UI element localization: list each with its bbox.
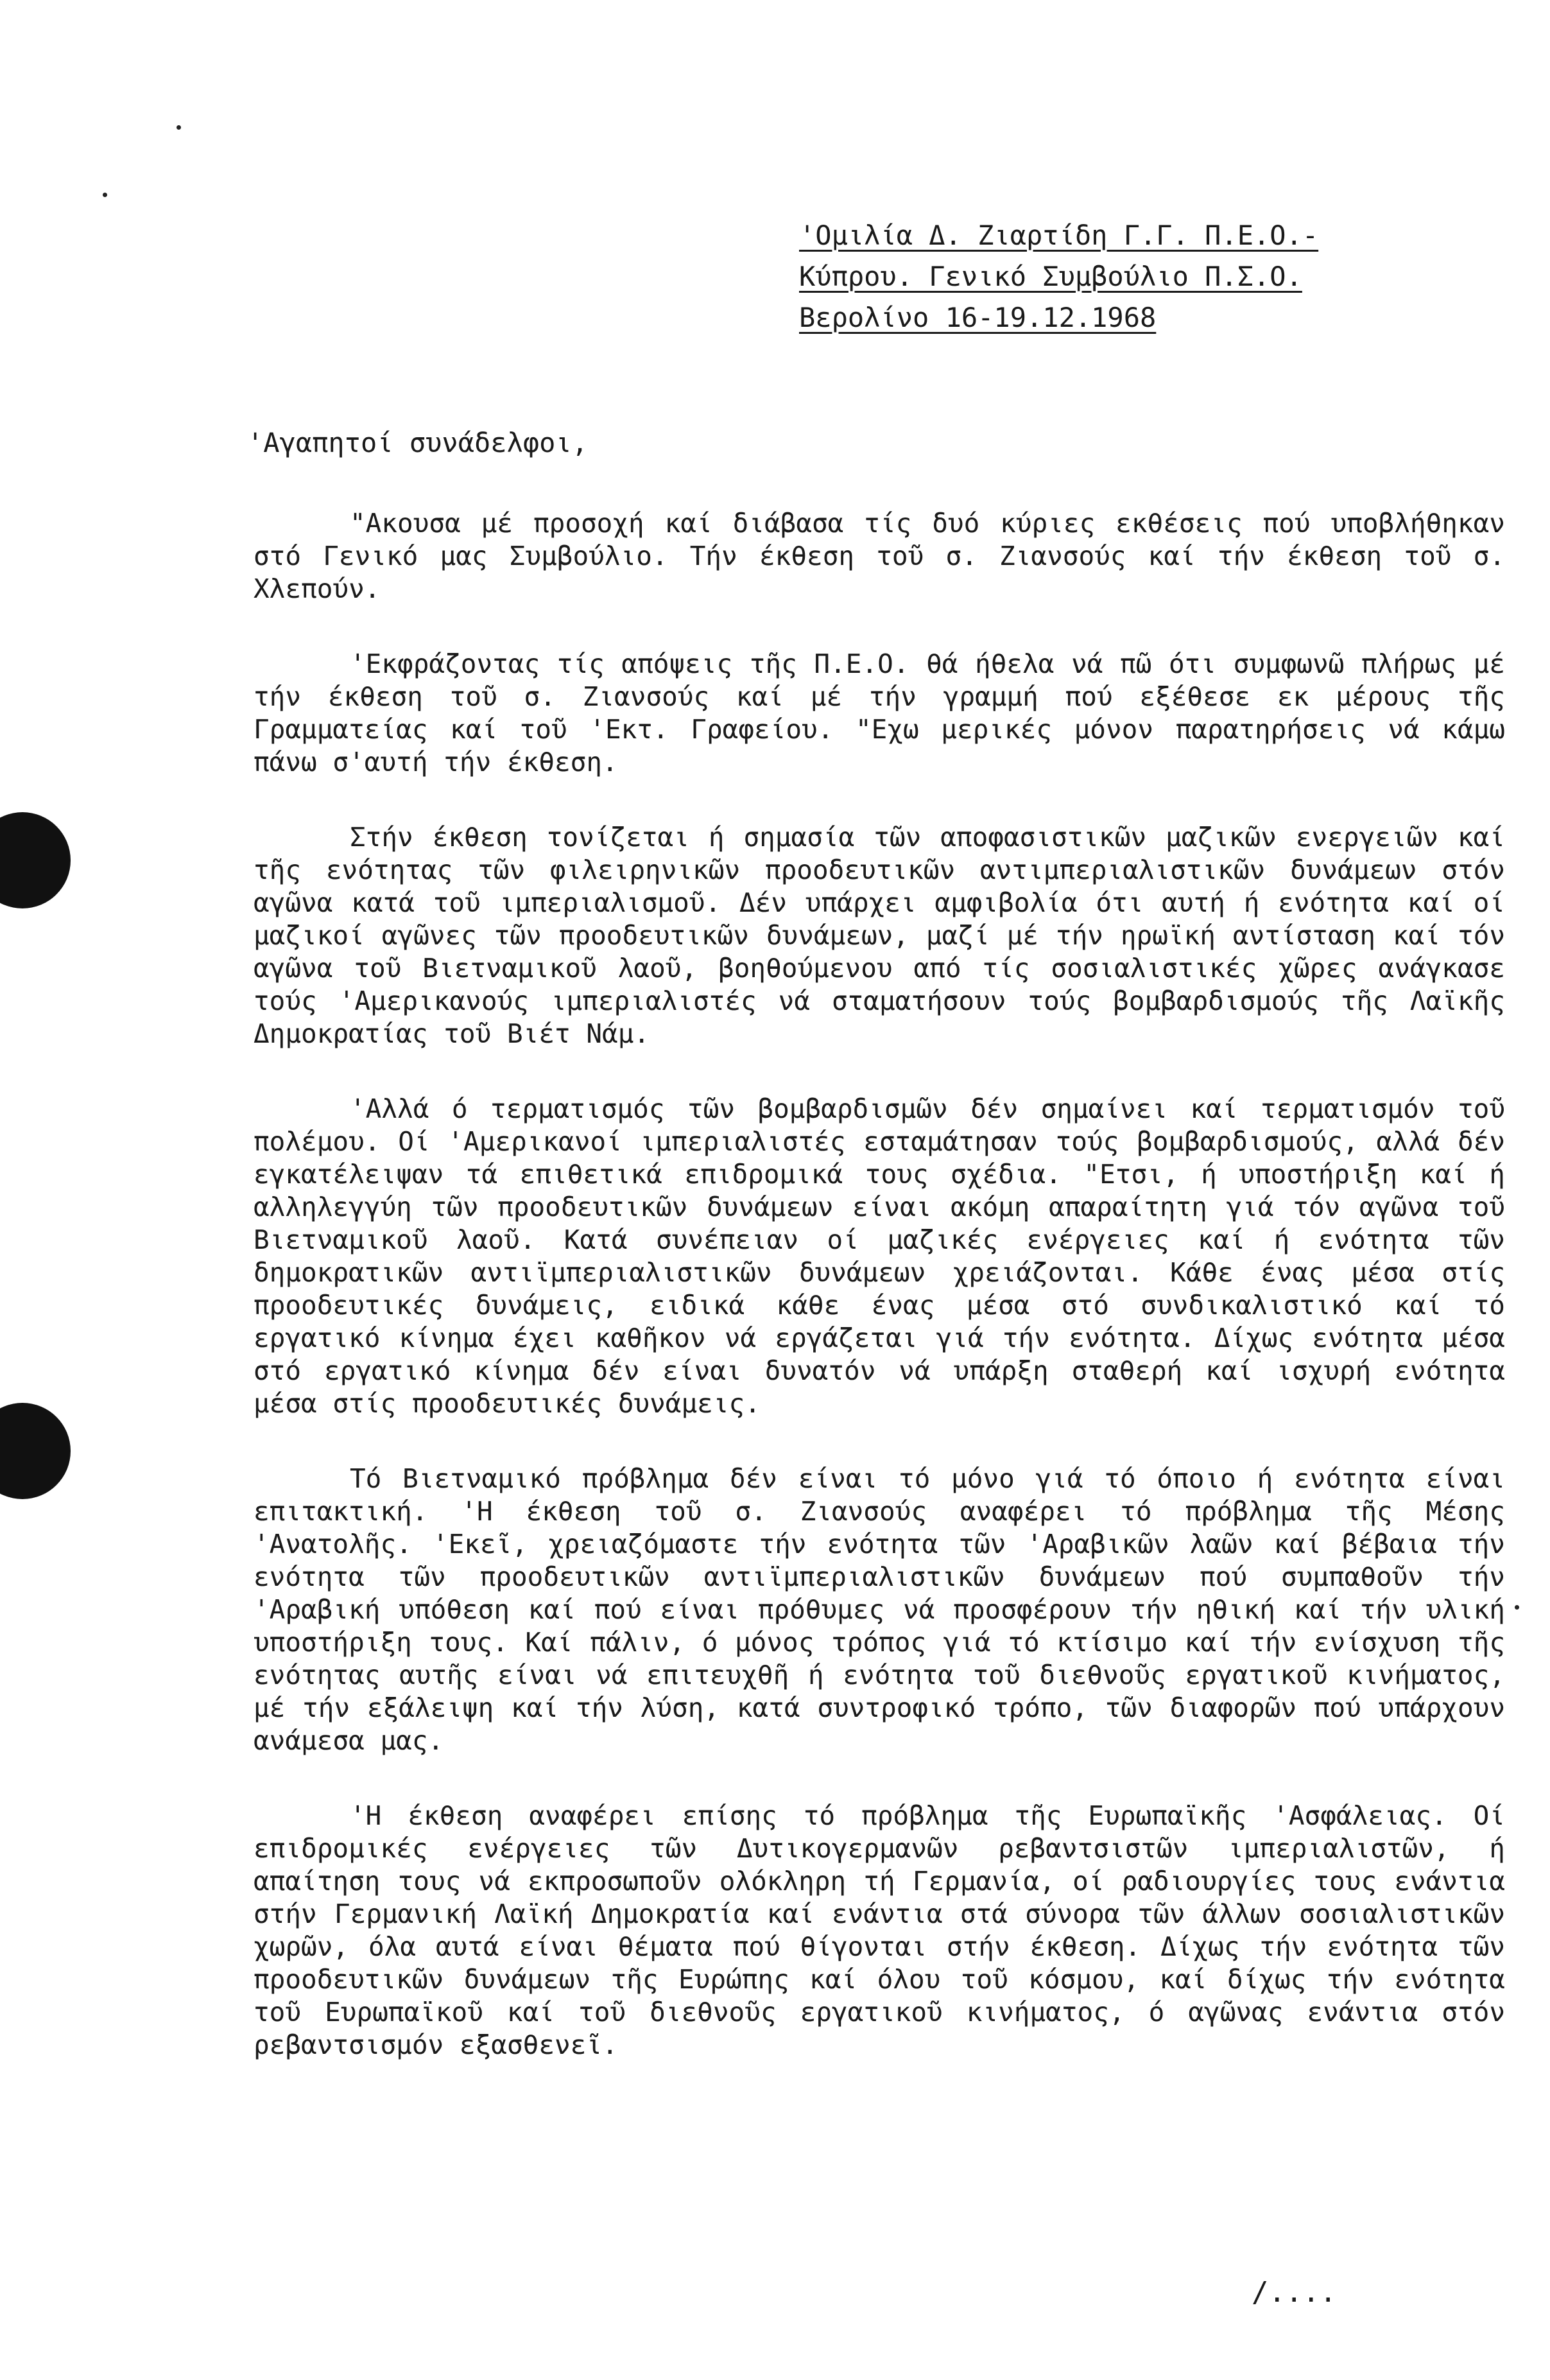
- punch-hole: [0, 1403, 71, 1499]
- paragraph: "Ακουσα μέ προσοχή καί διάβασα τίς δυό κύριες εκθέσεις πού υποβλήθηκαν στό Γενικό μας Συμβούλιο. Τήν έκθεση τοῦ σ. Ζιανσούς καί τήν έκθεση τοῦ σ. Χλεπούν.: [254, 508, 1505, 604]
- heading-line: Κύπρου. Γενικό Συμβούλιο Π.Σ.Ο.: [799, 261, 1302, 292]
- paragraph: Τό Βιετναμικό πρόβλημα δέν είναι τό μόνο γιά τό όποιο ή ενότητα είναι επιτακτική. 'Η έκθεση τοῦ σ. Ζιανσούς αναφέρει τό πρόβλημα τῆς Μέσης 'Ανατολῆς. 'Εκεῖ, χρειαζόμαστε τήν ενότητα τῶν 'Αραβικῶν λαῶν καί βέβαια τήν ενότητα τῶν προοδευτικῶν αντιϊμπεριαλιστικῶν δυνάμεων πού συμπαθοῦν τήν 'Αραβική υπόθεση καί πού είναι πρόθυμες νά προσφέρουν τήν ηθική καί τήν υλική υποστήριξη τους. Καί πάλιν, ό μόνος τρόπος γιά τό κτίσιμο καί τήν ενίσχυση τῆς ενότητας αυτῆς είναι νά επιτευχθῆ ή ενότητα τοῦ διεθνοῦς εργατικοῦ κινήματος, μέ τήν εξάλειψη καί τήν λύση, κατά συντροφικό τρόπο, τῶν διαφορῶν πού υπάρχουν ανάμεσα μας.: [254, 1463, 1505, 1756]
- heading-line: Βερολίνο 16-19.12.1968: [799, 302, 1157, 333]
- paragraph: Στήν έκθεση τονίζεται ή σημασία τῶν αποφασιστικῶν μαζικῶν ενεργειῶν καί τῆς ενότητας τῶν φιλειρηνικῶν προοδευτικῶν αντιμπεριαλιστικῶν δυνάμεων στόν αγῶνα κατά τοῦ ιμπεριαλισμοῦ. Δέν υπάρχει αμφιβολία ότι αυτή ή ενότητα καί οί μαζικοί αγῶνες τῶν προοδευτικῶν δυνάμεων, μαζί μέ τήν ηρωϊκή αντίσταση καί τόν αγῶνα τοῦ Βιετναμικοῦ λαοῦ, βοηθούμενου από τίς σοσιαλιστικές χῶρες ανάγκασε τούς 'Αμερικανούς ιμπεριαλιστές νά σταματήσουν τούς βομβαρδισμούς τῆς Λαϊκῆς Δημοκρατίας τοῦ Βιέτ Νάμ.: [254, 822, 1505, 1049]
- ink-speck: [103, 193, 107, 197]
- document-body: [254, 507, 1505, 2104]
- paragraph: 'Αλλά ό τερματισμός τῶν βομβαρδισμῶν δέν σημαίνει καί τερματισμόν τοῦ πολέμου. Οί 'Αμερικανοί ιμπεριαλιστές εσταμάτησαν τούς βομβαρδισμούς, αλλά δέν εγκατέλειψαν τά επιθετικά επιδρομικά τους σχέδια. "Ετσι, ή υποστήριξη καί ή αλληλεγγύη τῶν προοδευτικῶν δυνάμεων είναι ακόμη απαραίτητη γιά τόν αγῶνα τοῦ Βιετναμικοῦ λαοῦ. Κατά συνέπειαν οί μαζικές ενέργειες καί ή ενότητα τῶν δημοκρατικῶν αντιϊμπεριαλιστικῶν δυνάμεων χρειάζονται. Κάθε ένας μέσα στίς προοδευτικές δυνάμεις, ειδικά κάθε ένας μέσα στό συνδικαλιστικό καί τό εργατικό κίνημα έχει καθῆκον νά εργάζεται γιά τήν ενότητα. Δίχως ενότητα μέσα στό εργατικό κίνημα δέν είναι δυνατόν νά υπάρξη σταθερή καί ισχυρή ενότητα μέσα στίς προοδευτικές δυνάμεις.: [254, 1093, 1505, 1419]
- paragraph: 'Η έκθεση αναφέρει επίσης τό πρόβλημα τῆς Ευρωπαϊκῆς 'Ασφάλειας. Οί επιδρομικές ενέργειες τῶν Δυτικογερμανῶν ρεβαντσιστῶν ιμπεριαλιστῶν, ή απαίτηση τους νά εκπροσωποῦν ολόκληρη τή Γερμανία, οί ραδιουργίες τους ενάντια στήν Γερμανική Λαϊκή Δημοκρατία καί ενάντια στά σύνορα τῶν άλλων σοσιαλιστικῶν χωρῶν, όλα αυτά είναι θέματα πού θίγονται στήν έκθεση. Δίχως τήν ενότητα τῶν προοδευτικῶν δυνάμεων τῆς Ευρώπης καί όλου τοῦ κόσμου, καί δίχως τήν ενότητα τοῦ Ευρωπαϊκοῦ καί τοῦ διεθνοῦς εργατικοῦ κινήματος, ό αγῶνας ενάντια στόν ρεβαντσισμόν εξασθενεῖ.: [254, 1800, 1505, 2060]
- punch-hole: [0, 812, 71, 908]
- ink-speck: [177, 125, 181, 130]
- heading-line: 'Ομιλία Δ. Ζιαρτίδη Γ.Γ. Π.Ε.Ο.-: [799, 220, 1319, 251]
- ink-speck: [1515, 1605, 1519, 1610]
- paragraph: 'Εκφράζοντας τίς απόψεις τῆς Π.Ε.Ο. θά ήθελα νά πῶ ότι συμφωνῶ πλήρως μέ τήν έκθεση τοῦ σ. Ζιανσούς καί μέ τήν γραμμή πού εξέθεσε εκ μέρους τῆς Γραμματείας καί τοῦ 'Εκτ. Γραφείου. "Εχω μερικές μόνον παρατηρήσεις νά κάμω πάνω σ'αυτή τήν έκθεση.: [254, 648, 1505, 777]
- continuation-mark: /....: [1252, 2276, 1337, 2309]
- salutation: 'Αγαπητοί συνάδελφοι,: [247, 427, 589, 458]
- document-heading: [799, 215, 1318, 338]
